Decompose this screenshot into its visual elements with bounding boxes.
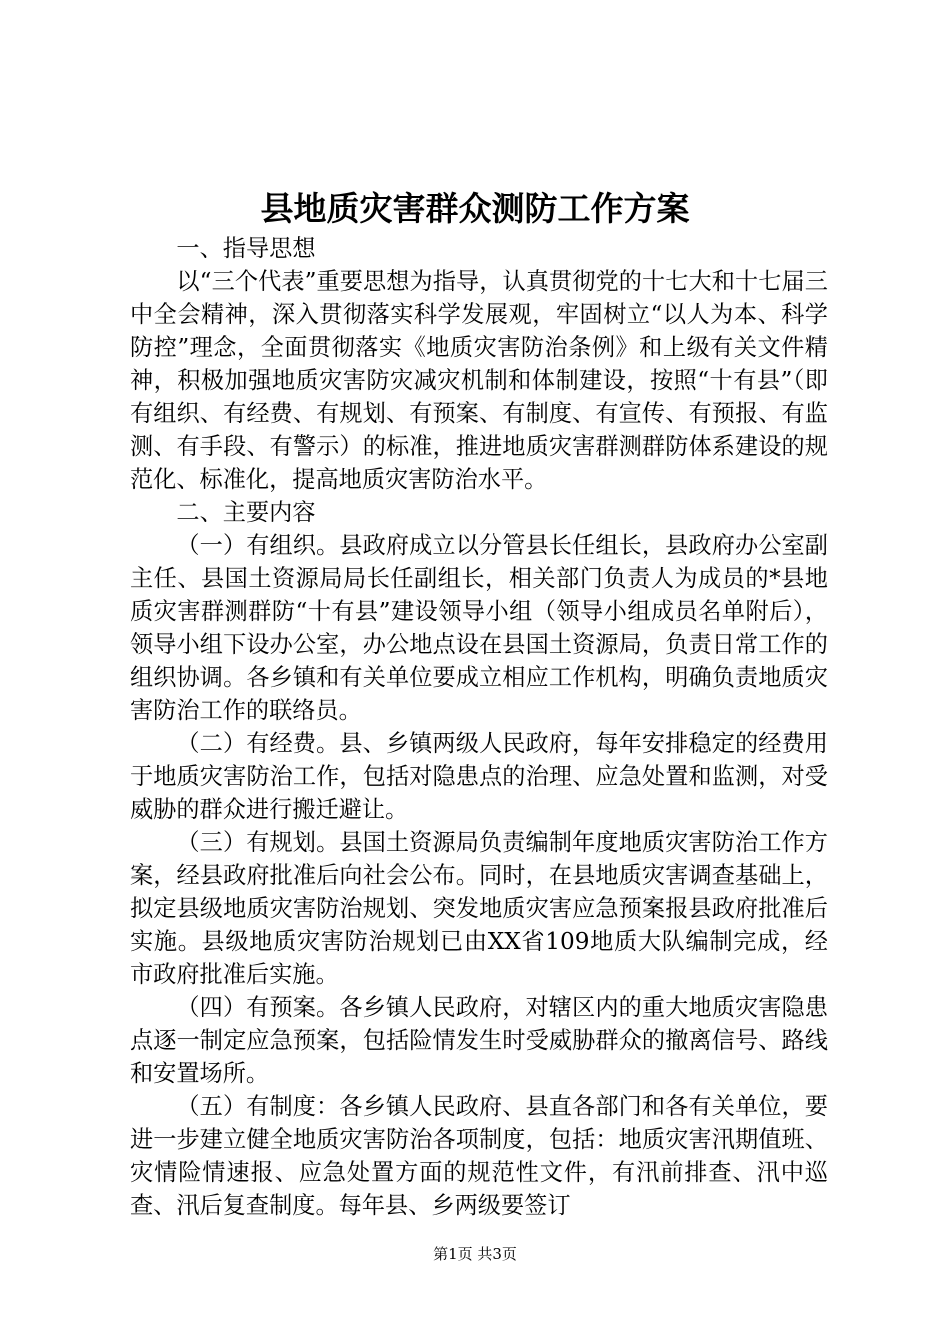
paragraph: （五）有制度：各乡镇人民政府、县直各部门和各有关单位，要进一步建立健全地质灾害防治各项制度，包括：地质灾害汛期值班、灾情险情速报、应急处置方面的规范性文件，有汛前排查、汛中巡查、汛后复查制度。每年县、乡两级要签订 — [130, 1093, 828, 1219]
page-number-footer: 第1页 共3页 — [433, 1245, 517, 1263]
paragraph: （三）有规划。县国土资源局负责编制年度地质灾害防治工作方案，经县政府批准后向社会公布。同时，在县地质灾害调查基础上，拟定县级地质灾害防治规划、突发地质灾害应急预案报县政府批准后实施。县级地质灾害防治规划已由XX省109地质大队编制完成，经市政府批准后实施。 — [130, 829, 828, 988]
document-body — [130, 232, 828, 1222]
paragraph: （二）有经费。县、乡镇两级人民政府，每年安排稳定的经费用于地质灾害防治工作，包括对隐患点的治理、应急处置和监测，对受威胁的群众进行搬迁避让。 — [130, 730, 828, 823]
section-heading: 一、指导思想 — [176, 235, 316, 262]
document-title: 县地质灾害群众测防工作方案 — [260, 189, 690, 228]
paragraph: （四）有预案。各乡镇人民政府，对辖区内的重大地质灾害隐患点逐一制定应急预案，包括险情发生时受威胁群众的撤离信号、路线和安置场所。 — [130, 994, 828, 1087]
paragraph: （一）有组织。县政府成立以分管县长任组长，县政府办公室副主任、县国土资源局局长任副组长，相关部门负责人为成员的*县地质灾害群测群防“十有县”建设领导小组（领导小组成员名单附后），领导小组下设办公室，办公地点设在县国土资源局，负责日常工作的组织协调。各乡镇和有关单位要成立相应工作机构，明确负责地质灾害防治工作的联络员。 — [130, 532, 828, 724]
paragraph: 以“三个代表”重要思想为指导，认真贯彻党的十七大和十七届三中全会精神，深入贯彻落实科学发展观，牢固树立“以人为本、科学防控”理念，全面贯彻落实《地质灾害防治条例》和上级有关文件精神，积极加强地质灾害防灾减灾机制和体制建设，按照“十有县”（即有组织、有经费、有规划、有预案、有制度、有宣传、有预报、有监测、有手段、有警示）的标准，推进地质灾害群测群防体系建设的规范化、标准化，提高地质灾害防治水平。 — [130, 268, 828, 493]
section-heading: 二、主要内容 — [176, 499, 316, 526]
